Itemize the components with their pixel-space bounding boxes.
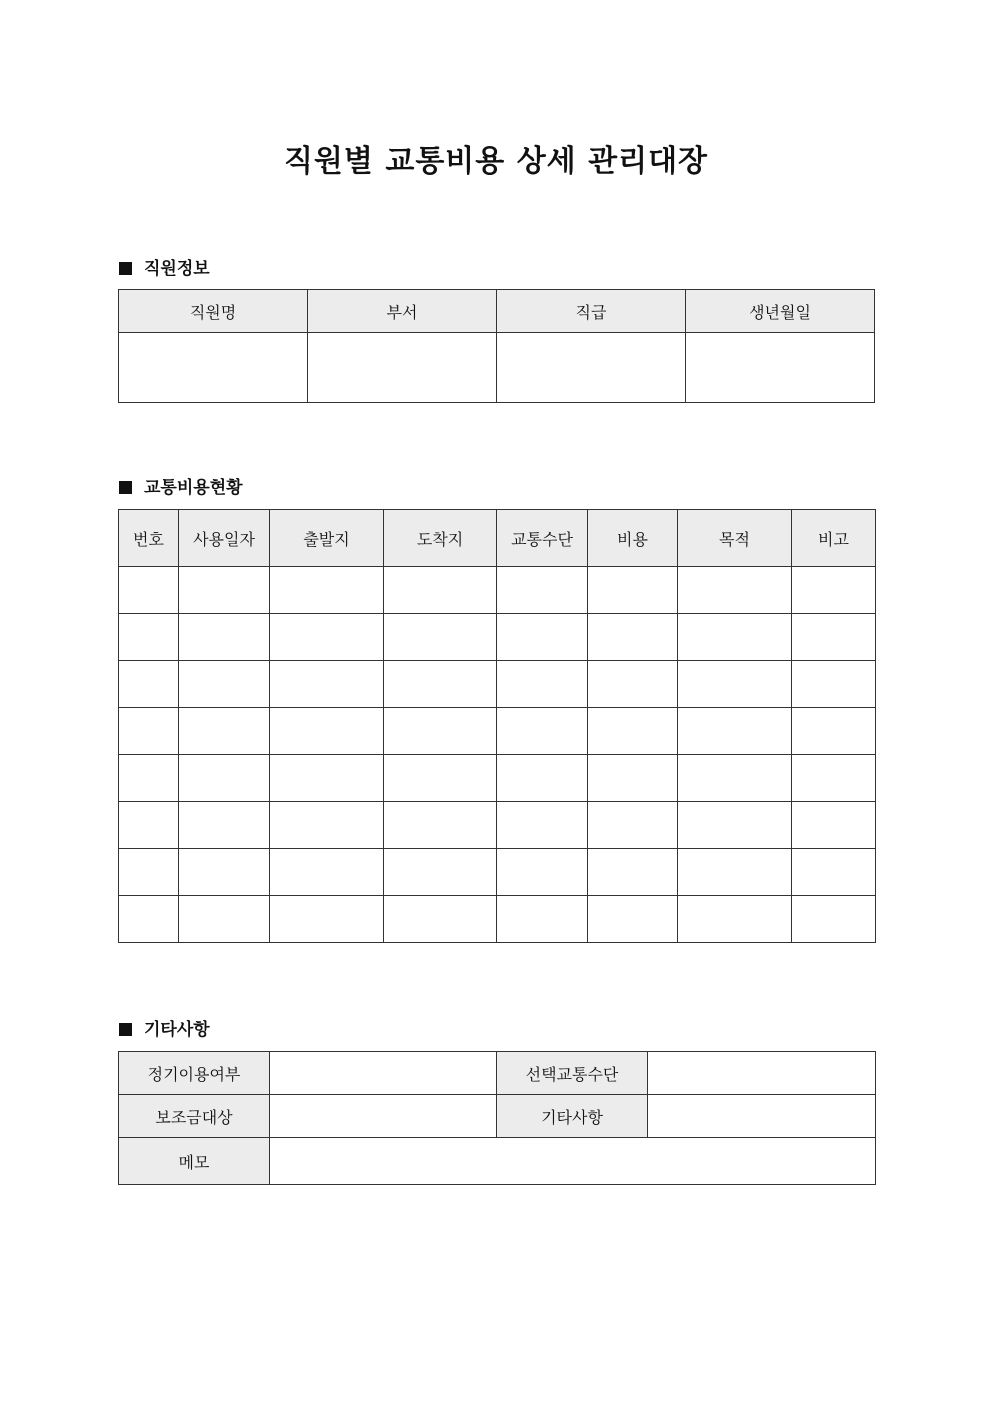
table-row xyxy=(119,614,876,661)
table-cell[interactable] xyxy=(497,802,588,849)
square-bullet-icon xyxy=(119,481,132,494)
table-cell[interactable] xyxy=(588,661,678,708)
table-cell[interactable] xyxy=(678,567,792,614)
table-cell[interactable] xyxy=(792,567,876,614)
table-cell[interactable] xyxy=(497,896,588,943)
section-heading-other xyxy=(119,1015,210,1040)
column-header: 부서 xyxy=(308,290,497,333)
table-cell[interactable] xyxy=(588,614,678,661)
table-cell[interactable] xyxy=(179,802,270,849)
table-row xyxy=(119,708,876,755)
table-cell[interactable] xyxy=(119,896,179,943)
table-cell[interactable] xyxy=(792,755,876,802)
table-header-row xyxy=(119,510,876,567)
memo-label: 메모 xyxy=(119,1138,270,1185)
table-cell[interactable] xyxy=(270,614,384,661)
table-cell[interactable] xyxy=(270,849,384,896)
table-cell[interactable] xyxy=(270,896,384,943)
table-cell[interactable] xyxy=(119,614,179,661)
table-cell[interactable] xyxy=(497,755,588,802)
table-cell[interactable] xyxy=(588,567,678,614)
table-row xyxy=(119,1095,876,1138)
table-cell[interactable] xyxy=(678,802,792,849)
column-header: 직급 xyxy=(497,290,686,333)
table-row xyxy=(119,567,876,614)
department-cell[interactable] xyxy=(308,333,497,403)
table-cell[interactable] xyxy=(270,755,384,802)
table-cell[interactable] xyxy=(179,849,270,896)
table-cell[interactable] xyxy=(497,567,588,614)
table-row xyxy=(119,333,875,403)
document-title: 직원별 교통비용 상세 관리대장 xyxy=(283,144,709,179)
table-cell[interactable] xyxy=(179,755,270,802)
table-cell[interactable] xyxy=(384,802,497,849)
regular-use-cell[interactable] xyxy=(270,1052,497,1095)
table-cell[interactable] xyxy=(119,708,179,755)
table-row xyxy=(119,661,876,708)
other-notes-cell[interactable] xyxy=(648,1095,876,1138)
table-cell[interactable] xyxy=(384,567,497,614)
table-cell[interactable] xyxy=(384,896,497,943)
table-cell[interactable] xyxy=(588,802,678,849)
selected-transport-cell[interactable] xyxy=(648,1052,876,1095)
subsidy-cell[interactable] xyxy=(270,1095,497,1138)
table-cell[interactable] xyxy=(384,755,497,802)
table-row xyxy=(119,1052,876,1095)
table-cell[interactable] xyxy=(270,661,384,708)
column-header: 교통수단 xyxy=(497,510,588,567)
table-cell[interactable] xyxy=(792,802,876,849)
table-cell[interactable] xyxy=(119,849,179,896)
table-row xyxy=(119,802,876,849)
table-cell[interactable] xyxy=(179,614,270,661)
table-cell[interactable] xyxy=(678,849,792,896)
transport-cost-table xyxy=(118,509,876,943)
table-cell[interactable] xyxy=(792,896,876,943)
section-heading-text: 기타사항 xyxy=(144,1020,210,1040)
square-bullet-icon xyxy=(119,262,132,275)
table-cell[interactable] xyxy=(792,708,876,755)
column-header: 번호 xyxy=(119,510,179,567)
table-cell[interactable] xyxy=(678,708,792,755)
other-notes-label: 기타사항 xyxy=(497,1095,648,1138)
table-cell[interactable] xyxy=(119,661,179,708)
table-cell[interactable] xyxy=(792,614,876,661)
table-header-row xyxy=(119,290,875,333)
regular-use-label: 정기이용여부 xyxy=(119,1052,270,1095)
employee-info-table xyxy=(118,289,875,403)
position-cell[interactable] xyxy=(497,333,686,403)
table-cell[interactable] xyxy=(179,708,270,755)
other-info-table xyxy=(118,1051,876,1185)
column-header: 비고 xyxy=(792,510,876,567)
table-cell[interactable] xyxy=(792,661,876,708)
table-cell[interactable] xyxy=(678,661,792,708)
table-row xyxy=(119,849,876,896)
column-header: 직원명 xyxy=(119,290,308,333)
section-heading-text: 교통비용현황 xyxy=(144,478,243,498)
square-bullet-icon xyxy=(119,1023,132,1036)
column-header: 출발지 xyxy=(270,510,384,567)
table-cell[interactable] xyxy=(119,755,179,802)
table-cell[interactable] xyxy=(497,849,588,896)
table-cell[interactable] xyxy=(384,708,497,755)
table-cell[interactable] xyxy=(179,567,270,614)
section-heading-employee-info xyxy=(119,254,210,279)
birthdate-cell[interactable] xyxy=(686,333,875,403)
column-header: 비용 xyxy=(588,510,678,567)
column-header: 도착지 xyxy=(384,510,497,567)
section-heading-transport xyxy=(119,473,243,498)
table-cell[interactable] xyxy=(588,896,678,943)
table-row xyxy=(119,896,876,943)
column-header: 사용일자 xyxy=(179,510,270,567)
table-cell[interactable] xyxy=(119,802,179,849)
table-cell[interactable] xyxy=(678,755,792,802)
table-cell[interactable] xyxy=(119,567,179,614)
table-cell[interactable] xyxy=(179,896,270,943)
subsidy-label: 보조금대상 xyxy=(119,1095,270,1138)
table-cell[interactable] xyxy=(497,708,588,755)
table-cell[interactable] xyxy=(678,614,792,661)
table-cell[interactable] xyxy=(270,802,384,849)
table-cell[interactable] xyxy=(588,708,678,755)
table-cell[interactable] xyxy=(497,661,588,708)
table-cell[interactable] xyxy=(179,661,270,708)
table-cell[interactable] xyxy=(678,896,792,943)
table-cell[interactable] xyxy=(588,755,678,802)
table-cell[interactable] xyxy=(270,567,384,614)
table-cell[interactable] xyxy=(588,849,678,896)
section-heading-text: 직원정보 xyxy=(144,259,210,279)
table-cell[interactable] xyxy=(384,849,497,896)
table-cell[interactable] xyxy=(270,708,384,755)
table-row xyxy=(119,755,876,802)
employee-name-cell[interactable] xyxy=(119,333,308,403)
table-cell[interactable] xyxy=(792,849,876,896)
column-header: 목적 xyxy=(678,510,792,567)
table-cell[interactable] xyxy=(384,614,497,661)
table-cell[interactable] xyxy=(384,661,497,708)
table-cell[interactable] xyxy=(497,614,588,661)
memo-cell[interactable] xyxy=(270,1138,876,1185)
selected-transport-label: 선택교통수단 xyxy=(497,1052,648,1095)
table-row xyxy=(119,1138,876,1185)
column-header: 생년월일 xyxy=(686,290,875,333)
